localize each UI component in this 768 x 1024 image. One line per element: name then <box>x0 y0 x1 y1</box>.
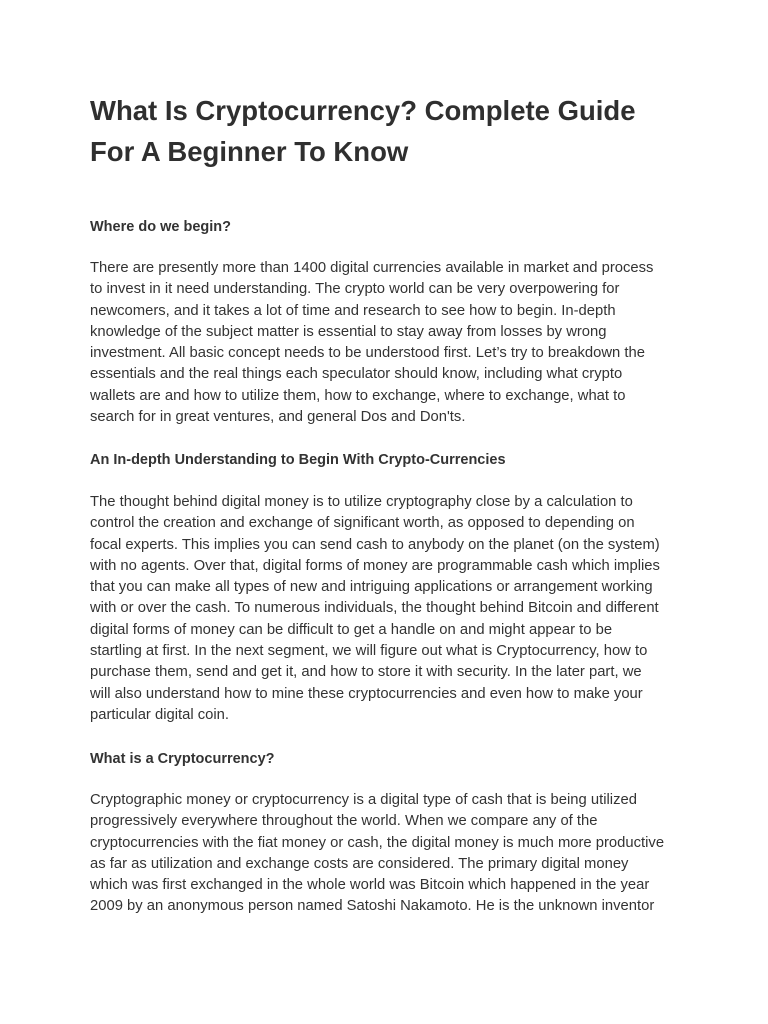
section-heading: An In-depth Understanding to Begin With Crypto-Currencies <box>90 452 506 468</box>
title-line: What Is Cryptocurrency? Complete Guide <box>90 95 636 126</box>
paragraph-line: 2009 by an anonymous person named Satoshi Nakamoto. He is the unknown inventor <box>90 898 655 915</box>
paragraph-line: There are presently more than 1400 digital currencies available in market and process <box>90 260 654 276</box>
paragraph-line: investment. All basic concept needs to be understood first. Let’s try to breakdown the <box>90 345 645 362</box>
paragraph-line: as far as utilization and exchange costs are considered. The primary digital money <box>90 855 629 872</box>
paragraph-line: The thought behind digital money is to utilize cryptography close by a calculation to <box>90 494 633 510</box>
document-title <box>90 90 710 172</box>
paragraph-line: digital forms of money can be difficult to get a handle on and might appear to be <box>90 621 613 638</box>
paragraph <box>90 492 710 726</box>
paragraph-line: with or over the cash. To numerous individuals, the thought behind Bitcoin and different <box>90 600 659 617</box>
paragraph-line: with no agents. Over that, digital forms of money are programmable cash which implies <box>90 557 660 574</box>
paragraph-line: wallets are and how to utilize them, how to exchange, where to exchange, what to <box>90 387 626 404</box>
paragraph-line: particular digital coin. <box>90 706 229 723</box>
paragraph-line: cryptocurrencies with the fiat money or cash, the digital money is much more productive <box>90 834 665 851</box>
paragraph-line: to invest in it need understanding. The crypto world can be very overpowering for <box>90 281 620 298</box>
paragraph-line: focal experts. This implies you can send cash to anybody on the planet (on the system) <box>90 536 660 553</box>
section-heading: Where do we begin? <box>90 219 231 235</box>
paragraph-line: knowledge of the subject matter is essential to stay away from losses by wrong <box>90 323 607 340</box>
paragraph-line: Cryptographic money or cryptocurrency is a digital type of cash that is being utilized <box>90 792 637 808</box>
paragraph-line: that you can make all types of new and intriguing applications or arrangement working <box>90 579 653 596</box>
paragraph-line: which was first exchanged in the whole world was Bitcoin which happened in the year <box>90 877 650 894</box>
paragraph-line: startling at first. In the next segment, we will figure out what is Cryptocurrency, how to <box>90 643 648 660</box>
paragraph-line: search for in great ventures, and general Dos and Don'ts. <box>90 409 466 426</box>
section-heading: What is a Cryptocurrency? <box>90 751 275 767</box>
paragraph-line: essentials and the real things each speculator should know, including what crypto <box>90 366 623 383</box>
paragraph-line: newcomers, and it takes a lot of time and research to see how to begin. In-depth <box>90 302 616 319</box>
paragraph-line: progressively everywhere throughout the world. When we compare any of the <box>90 813 598 830</box>
paragraph-line: control the creation and exchange of significant worth, as opposed to depending on <box>90 515 635 532</box>
paragraph-line: purchase them, send and get it, and how to store it with security. In the later part, we <box>90 664 642 681</box>
paragraph <box>90 790 710 918</box>
paragraph <box>90 258 710 428</box>
paragraph-line: will also understand how to mine these cryptocurrencies and even how to make your <box>90 685 643 702</box>
title-line: For A Beginner To Know <box>90 136 409 167</box>
